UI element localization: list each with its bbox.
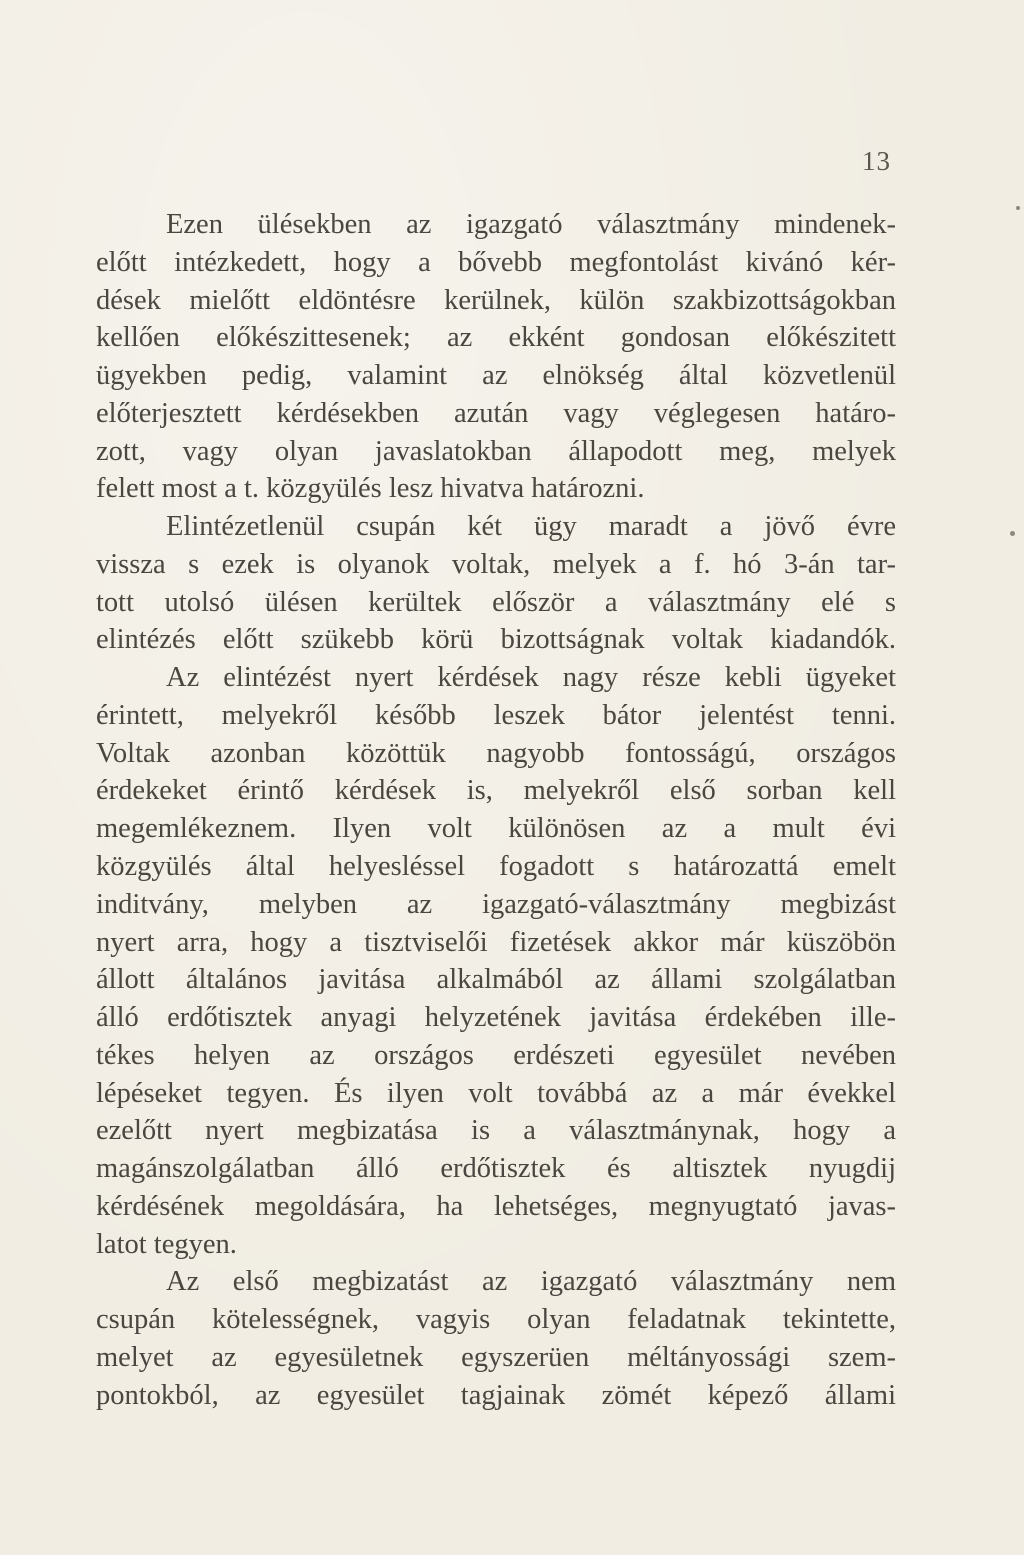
text-line: megemlékeznem. Ilyen volt különösen az a mult évi — [96, 813, 896, 845]
text-line: állott általános javitása alkalmából az állami szolgálatban — [96, 964, 896, 996]
text-line: érdekeket érintő kérdések is, melyekről első sorban kell — [96, 775, 896, 807]
text-line: vissza s ezek is olyanok voltak, melyek a f. hó 3-án tar- — [96, 548, 896, 580]
text-line: inditvány, melyben az igazgató-választmány megbizást — [96, 888, 896, 920]
text-line: előtt intézkedett, hogy a bővebb megfontolást kivánó kér- — [96, 246, 896, 278]
text-line: Elintézetlenül csupán két ügy maradt a jövő évre — [166, 511, 896, 543]
text-line: Az elintézést nyert kérdések nagy része kebli ügyeket — [166, 662, 896, 694]
text-line: közgyülés által helyesléssel fogadott s határozattá emelt — [96, 851, 896, 883]
text-line: álló erdőtisztek anyagi helyzetének javitása érdekében ille- — [96, 1002, 896, 1034]
text-line: csupán kötelességnek, vagyis olyan feladatnak tekintette, — [96, 1304, 896, 1336]
text-line: elintézés előtt szükebb körü bizottságnak voltak kiadandók. — [96, 624, 896, 656]
text-line: érintett, melyekről később leszek bátor jelentést tenni. — [96, 699, 896, 731]
text-line: dések mielőtt eldöntésre kerülnek, külön szakbizottságokban — [96, 284, 896, 316]
text-line: tékes helyen az országos erdészeti egyesület nevében — [96, 1039, 896, 1071]
text-line: kellően előkészittesenek; az ekként gondosan előkészitett — [96, 322, 896, 354]
paper-speck — [1016, 206, 1020, 210]
text-line: felett most a t. közgyülés lesz hivatva határozni. — [96, 473, 645, 505]
text-line: magánszolgálatban álló erdőtisztek és altisztek nyugdij — [96, 1153, 896, 1185]
text-line: Ezen ülésekben az igazgató választmány mindenek- — [166, 209, 896, 240]
text-line: Az első megbizatást az igazgató választmány nem — [166, 1266, 896, 1298]
text-line: pontokból, az egyesület tagjainak zömét képező állami — [96, 1379, 896, 1411]
text-line: ügyekben pedig, valamint az elnökség által közvetlenül — [96, 360, 896, 392]
text-line: tott utolsó ülésen kerültek először a választmány elé s — [96, 586, 896, 618]
paper-speck — [1010, 531, 1015, 536]
page-number: 13 — [862, 146, 891, 176]
text-line: nyert arra, hogy a tisztviselői fizetések akkor már küszöbön — [96, 926, 896, 958]
text-line: lépéseket tegyen. És ilyen volt továbbá az a már évekkel — [96, 1077, 896, 1109]
text-line: latot tegyen. — [96, 1228, 237, 1260]
text-line: melyet az egyesületnek egyszerüen méltányossági szem- — [96, 1341, 896, 1373]
body-text — [96, 206, 896, 1415]
text-line: előterjesztett kérdésekben azután vagy véglegesen határo- — [96, 397, 896, 429]
text-line: kérdésének megoldására, ha lehetséges, megnyugtató javas- — [96, 1190, 896, 1222]
text-line: Voltak azonban közöttük nagyobb fontosságú, országos — [96, 737, 896, 769]
text-line: zott, vagy olyan javaslatokban állapodott meg, melyek — [96, 435, 896, 467]
text-line: ezelőtt nyert megbizatása is a választmánynak, hogy a — [96, 1115, 896, 1147]
